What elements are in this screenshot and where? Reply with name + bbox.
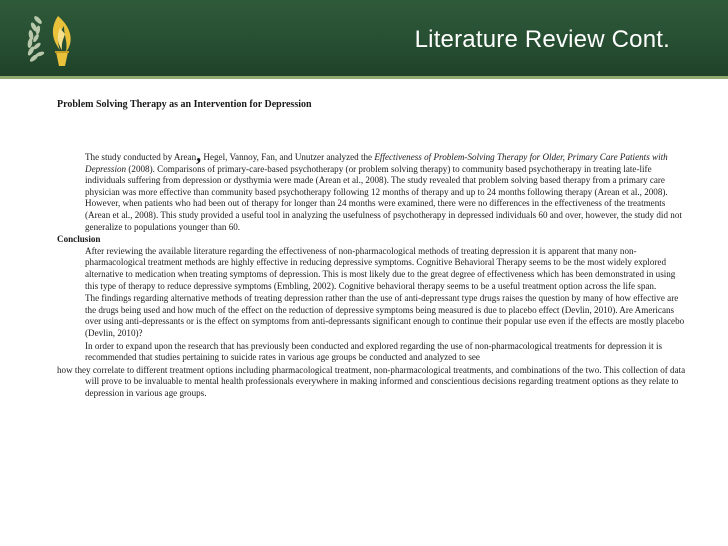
large-comma: ,: [196, 144, 202, 166]
study-authors-text: Hegel, Vannoy, Fan, and Unutzer analyzed the: [201, 152, 375, 162]
conclusion-label: Conclusion: [57, 234, 101, 245]
conclusion-paragraph-4: how they correlate to different treatment options including pharmacological treatment, non-pharmacological treatments, and combinations of the two. This collection of data will prove to be invaluable to mental health professionals everywhere in making informed and conscientious decisions regarding treatment options as they relate to depression in various age groups.: [57, 364, 686, 398]
study-title-italic: Effectiveness of Problem-Solving Therapy for Older, Primary Care Patients with Depression: [85, 152, 668, 174]
study-paragraph: [57, 144, 687, 233]
header-divider: [0, 76, 728, 79]
laurel-torch-logo-icon: [20, 6, 90, 70]
study-lead-text: The study conducted by Arean: [85, 152, 197, 162]
slide-header-bar: [0, 0, 728, 76]
study-body-text: (2008). Comparisons of primary-care-based psychotherapy (or problem solving therapy) to community based psychotherapy in treating late-life individuals suffering from depression or dysthymia were made (Arean et al., 2008). The study revealed that problem solving based therapy from a primary care physician was more effective than community based psychotherapy following 12 months of therapy and up to 24 months following therapy (Arean et al., 2008). However, when patients who had been out of therapy for longer than 24 months were examined, there were no differences in the effectiveness of the treatments (Arean et al., 2008). This study provided a useful tool in analyzing the usefulness of psychotherapy in depressed individuals 60 and over, however, the study did not generalize to populations younger than 60.: [85, 163, 682, 232]
slide-title: Literature Review Cont.: [414, 26, 670, 53]
conclusion-paragraph-3: In order to expand upon the research that has previously been conducted and explored regarding the use of non-pharmacological treatments for depression it is recommended that studies pertaining to suicide rates in various age groups be conducted and analyzed to see: [85, 340, 663, 363]
slide-body: [57, 144, 687, 400]
conclusion-paragraph-2: The findings regarding alternative methods of treating depression rather than the use of anti-depressant type drugs raises the question by many of how effective are the drugs being used and how much of the effect on the reduction of depressive symptoms being measured is due to placebo effect (Devlin, 2010). Are Americans over using anti-depressants or is the effect on symptoms from anti-depressants significant enough to continue their popular use even if the effects are mostly placebo (Devlin, 2010)?: [85, 293, 685, 338]
section-subheading: Problem Solving Therapy as an Intervention for Depression: [57, 99, 312, 110]
conclusion-paragraph-1: After reviewing the available literature regarding the effectiveness of non-pharmacological methods of treating depression it is apparent that many non-pharmacological treatment methods are highly effective in reducing depressive symptoms. Cognitive Behavioral Therapy seems to be the most widely explored alternative to medication when treating symptoms of depression. This is most likely due to the great degree of effectiveness which has been demonstrated in using this type of therapy to reduce depressive symptoms (Embling, 2002). Cognitive behavioral therapy seems to be a useful treatment option across the life span.: [85, 245, 676, 291]
